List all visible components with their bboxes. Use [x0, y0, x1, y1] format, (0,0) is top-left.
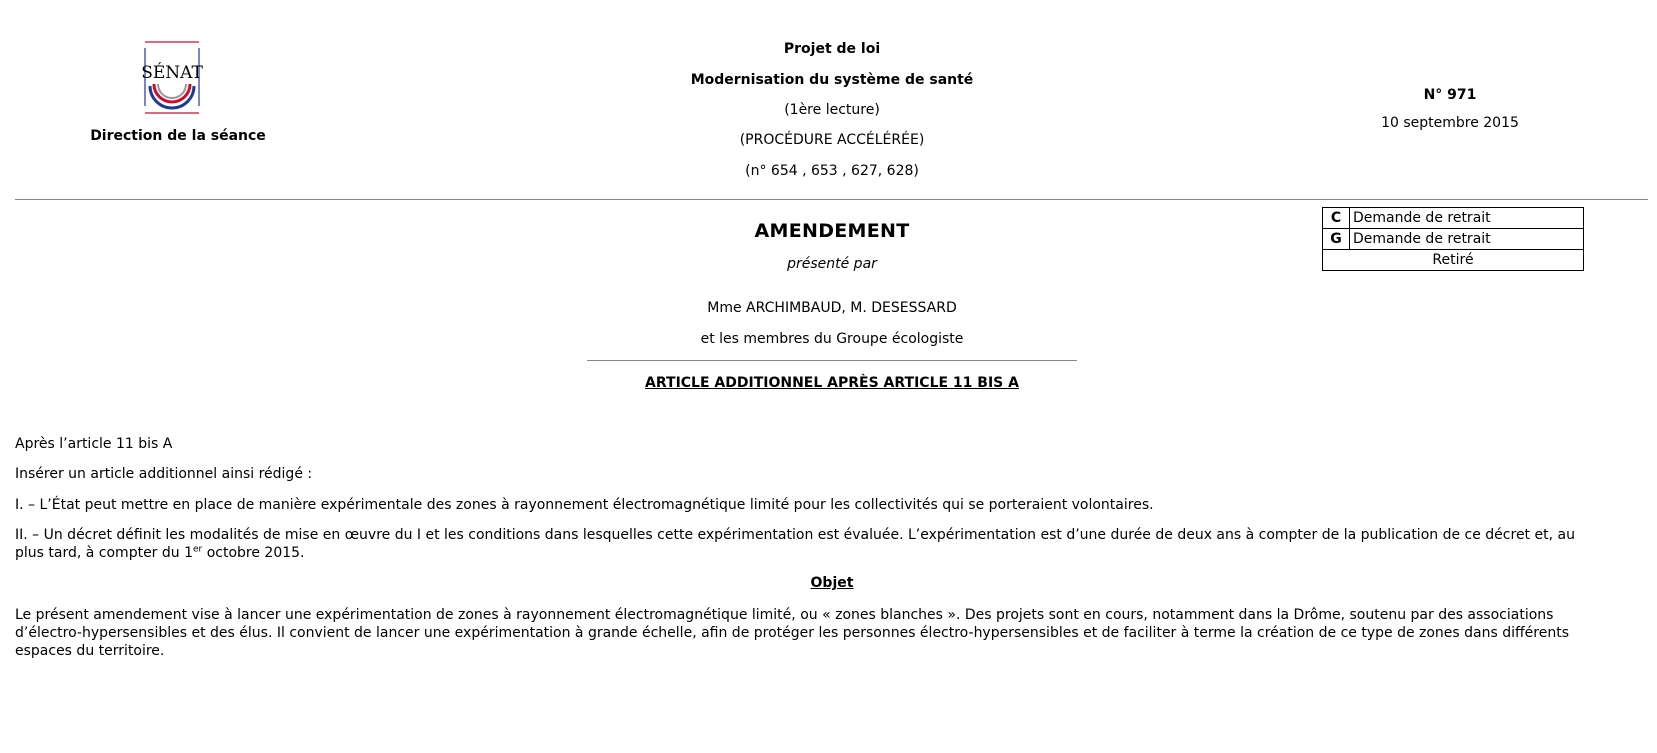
- project-type: Projet de loi: [783, 41, 881, 57]
- amendment-number-block: [1360, 87, 1540, 131]
- ordinal-superscript: er: [193, 544, 203, 555]
- amendment-number: N° 971: [1423, 87, 1477, 103]
- status-label: Demande de retrait: [1350, 208, 1584, 229]
- status-result-row: [1323, 250, 1584, 271]
- reading: (1ère lecture): [784, 102, 880, 118]
- header-divider: [15, 199, 1648, 200]
- direction-label: Direction de la séance: [90, 128, 266, 144]
- paragraph-3: I. – L’État peut mettre en place de manière expérimentale des zones à rayonnement électromagnétique limité pour les collectivités qui se porteraient volontaires.: [15, 497, 1154, 513]
- procedure: (PROCÉDURE ACCÉLÉRÉE): [739, 132, 925, 148]
- objet-text: Le présent amendement vise à lancer une expérimentation de zones à rayonnement électromagnétique limité, ou « zones blanches ». Des projets sont en cours, notamment dans la Drôme, soutenu par des associations d’électro-hypersensibles et des élus. Il convient de lancer une expérimentation à grande échelle, afin de protéger les personnes électro-hypersensibles et de faciliter à terme la création de ce type de zones dans différents espaces du territoire.: [15, 607, 1569, 659]
- group: et les membres du Groupe écologiste: [700, 331, 964, 347]
- logo-text: SÉNAT: [141, 63, 203, 83]
- article-title: ARTICLE ADDITIONNEL APRÈS ARTICLE 11 BIS A: [645, 375, 1019, 391]
- paragraph-4-end: octobre 2015.: [202, 545, 305, 561]
- status-row: [1323, 208, 1584, 229]
- project-title: Modernisation du système de santé: [690, 72, 974, 88]
- authors-divider: [587, 360, 1077, 361]
- status-table: [1322, 207, 1584, 271]
- status-result: Retiré: [1323, 250, 1584, 271]
- amendment-title: AMENDEMENT: [754, 220, 910, 242]
- status-code: C: [1323, 208, 1350, 229]
- paragraph-1: Après l’article 11 bis A: [15, 436, 173, 452]
- presented-by: présenté par: [787, 256, 877, 272]
- status-row: [1323, 229, 1584, 250]
- senat-logo: [130, 40, 214, 115]
- authors: Mme ARCHIMBAUD, M. DESESSARD: [707, 300, 957, 316]
- amendment-date: 10 septembre 2015: [1381, 115, 1519, 131]
- status-code: G: [1323, 229, 1350, 250]
- text-references: (n° 654 , 653 , 627, 628): [745, 163, 919, 179]
- status-label: Demande de retrait: [1350, 229, 1584, 250]
- paragraph-4-main: II. – Un décret définit les modalités de mise en œuvre du I et les conditions dans lesquelles cette expérimentation est évaluée. L’expérimentation est d’une durée de deux ans à compter de la publication de ce décret et, au plus tard, à compter du 1: [15, 527, 1575, 561]
- objet-title: Objet: [810, 575, 854, 591]
- paragraph-4: [15, 526, 1605, 562]
- paragraph-2: Insérer un article additionnel ainsi rédigé :: [15, 466, 313, 482]
